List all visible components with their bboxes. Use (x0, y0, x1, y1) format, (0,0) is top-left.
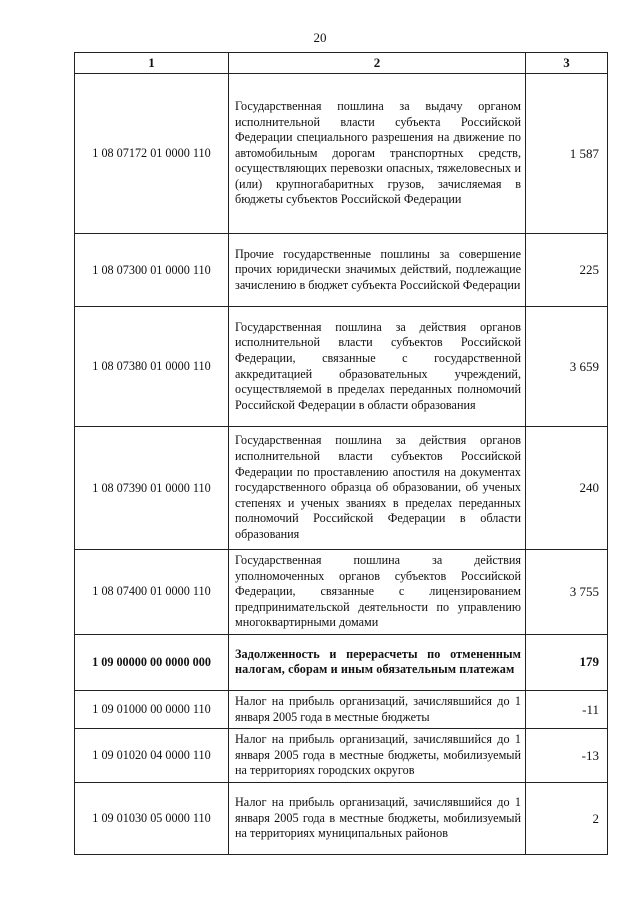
table-row (75, 307, 608, 427)
page-number: 20 (313, 30, 327, 45)
row-amount: 179 (526, 634, 608, 690)
table-row (75, 690, 608, 728)
row-amount: 3 659 (526, 307, 608, 427)
row-description: Государственная пошлина за действия органов исполнительной власти субъектов Российской Федерации, связанные с государственной аккредитацией образовательных учреждений, осуществляемой в пределах переданных полномочий Российской Федерации в области образования (229, 307, 526, 427)
column-header-amount: 3 (526, 53, 608, 74)
row-description: Налог на прибыль организаций, зачислявшийся до 1 января 2005 года в местные бюджеты, мобилизуемый на территориях муниципальных районов (229, 783, 526, 855)
column-header-code: 1 (75, 53, 229, 74)
table-row (75, 74, 608, 234)
row-code: 1 08 07390 01 0000 110 (75, 427, 229, 550)
row-code: 1 08 07380 01 0000 110 (75, 307, 229, 427)
row-amount: 2 (526, 783, 608, 855)
row-description: Государственная пошлина за действия органов исполнительной власти субъектов Российской Федерации по проставлению апостиля на документах государственного образца об образовании, об ученых степенях и ученых званиях в пределах переданных полномочий Российской Федерации в области образования (229, 427, 526, 550)
column-header-description: 2 (229, 53, 526, 74)
row-description: Налог на прибыль организаций, зачислявшийся до 1 января 2005 года в местные бюджеты, мобилизуемый на территориях городских округов (229, 729, 526, 783)
table-row (75, 783, 608, 855)
row-code: 1 09 01020 04 0000 110 (75, 729, 229, 783)
row-code: 1 08 07400 01 0000 110 (75, 550, 229, 635)
table-header-row (75, 53, 608, 74)
row-code: 1 08 07300 01 0000 110 (75, 234, 229, 307)
table-row (75, 427, 608, 550)
row-code: 1 09 00000 00 0000 000 (75, 634, 229, 690)
table-row (75, 550, 608, 635)
row-description: Задолженность и перерасчеты по отмененным налогам, сборам и иным обязательным платежам (229, 634, 526, 690)
row-code: 1 08 07172 01 0000 110 (75, 74, 229, 234)
row-amount: 3 755 (526, 550, 608, 635)
row-description: Прочие государственные пошлины за совершение прочих юридически значимых действий, подлежащие зачислению в бюджет субъекта Российской Федерации (229, 234, 526, 307)
row-amount: -13 (526, 729, 608, 783)
row-description: Государственная пошлина за выдачу органом исполнительной власти субъекта Российской Федерации специального разрешения на движение по автомобильным дорогам транспортных средств, осуществляющих перевозки опасных, тяжеловесных и (или) крупногабаритных грузов, зачисляемая в бюджеты субъектов Российской Федерации (229, 74, 526, 234)
row-amount: -11 (526, 690, 608, 728)
table-row (75, 729, 608, 783)
row-code: 1 09 01000 00 0000 110 (75, 690, 229, 728)
row-amount: 225 (526, 234, 608, 307)
row-description: Государственная пошлина за действия уполномоченных органов субъектов Российской Федерации, связанные с лицензированием предпринимательской деятельности по управлению многоквартирными домами (229, 550, 526, 635)
row-code: 1 09 01030 05 0000 110 (75, 783, 229, 855)
table-row (75, 634, 608, 690)
table-row (75, 234, 608, 307)
row-description: Налог на прибыль организаций, зачислявшийся до 1 января 2005 года в местные бюджеты (229, 690, 526, 728)
row-amount: 240 (526, 427, 608, 550)
row-amount: 1 587 (526, 74, 608, 234)
budget-table (74, 52, 608, 855)
